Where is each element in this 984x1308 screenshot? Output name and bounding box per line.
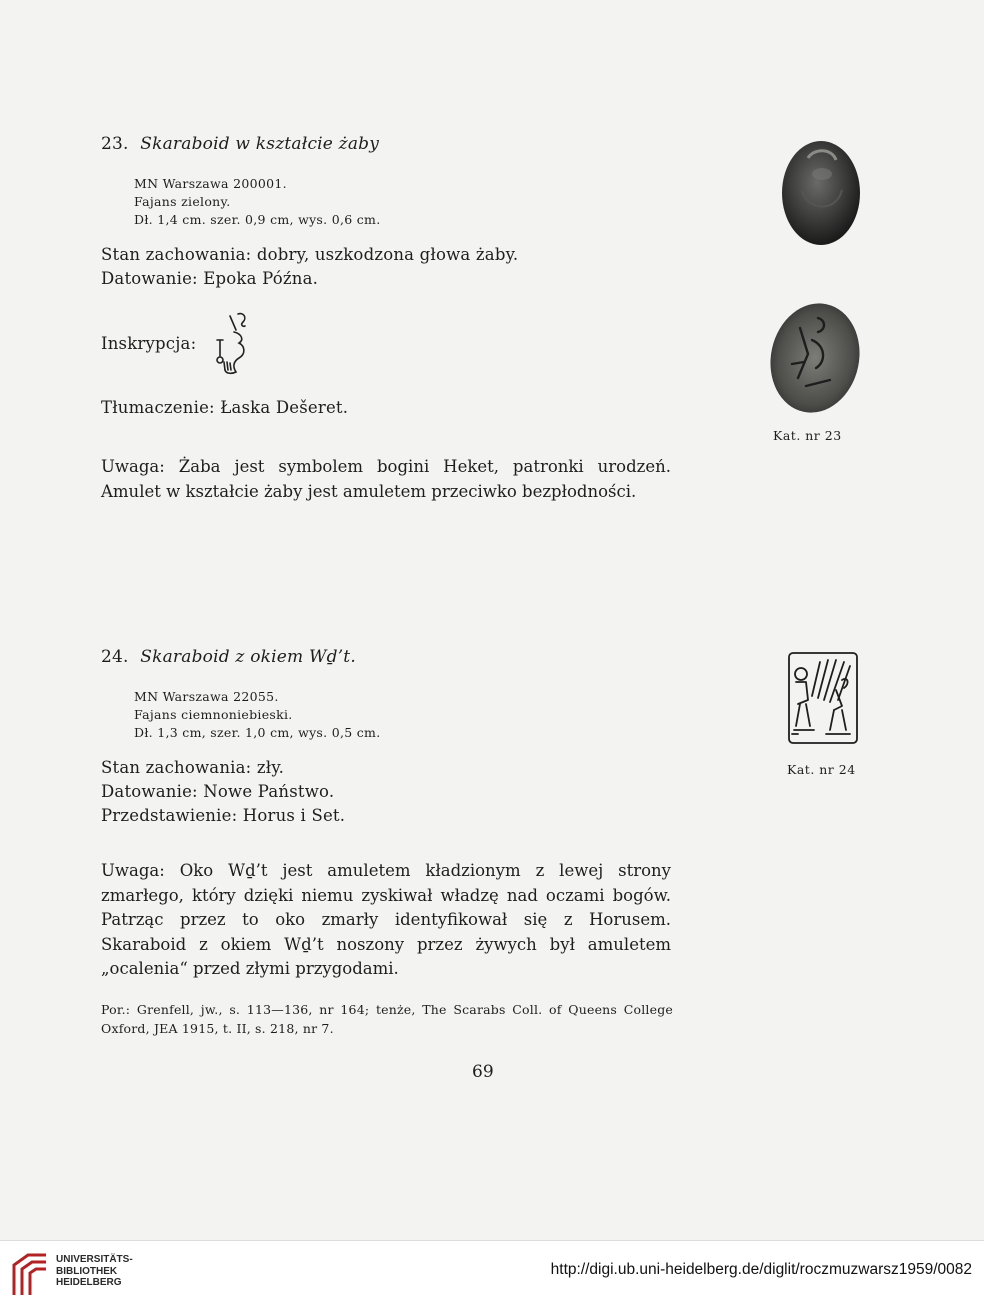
- entry-24-note: Uwaga: Oko Wḏ’t jest amuletem kładzionym z lewej strony zmarłego, który dzięki niemu zyskiwał władzę nad oczami bogów. Patrząc przez to oko zmarły identyfikował się z Horusem. Skaraboid z okiem Wḏ’t noszony przez żywych był amuletem „ocalenia“ przed złymi przygodami.: [101, 861, 671, 978]
- entry-23-dimensions: Dł. 1,4 cm. szer. 0,9 cm, wys. 0,6 cm.: [134, 212, 381, 227]
- entry-24-details: [101, 756, 345, 828]
- entry-23-dating: Datowanie: Epoka Późna.: [101, 269, 319, 288]
- entry-23-meta: [134, 175, 380, 229]
- entry-23-note: Uwaga: Żaba jest symbolem bogini Heket, patronki urodzeń. Amulet w kształcie żaby jest amuletem przeciwko bezpłodności.: [101, 457, 671, 501]
- entry-23-inscription-label: Inskrypcja:: [101, 334, 197, 353]
- entry-24-depiction: Przedstawienie: Horus i Set.: [101, 806, 346, 825]
- entry-24-dimensions: Dł. 1,3 cm, szer. 1,0 cm, wys. 0,5 cm.: [134, 725, 381, 740]
- entry-24-inventory: MN Warszawa 22055.: [134, 689, 279, 704]
- frog-scaraboid-top-photo: [776, 130, 866, 250]
- entry-23-material: Fajans zielony.: [134, 194, 231, 209]
- photo-caption-23: Kat. nr 23: [773, 428, 842, 443]
- horus-set-drawing: [786, 650, 860, 746]
- entry-24-condition: Stan zachowania: zły.: [101, 758, 285, 777]
- entry-23-inventory: MN Warszawa 200001.: [134, 176, 287, 191]
- entry-23-number: 23.: [101, 134, 129, 154]
- source-url-link[interactable]: http://digi.ub.uni-heidelberg.de/diglit/roczmuzwarsz1959/0082: [550, 1261, 972, 1278]
- entry-24-meta: [134, 688, 380, 742]
- entry-23-title: Skaraboid w kształcie żaby: [140, 134, 380, 154]
- entry-24-heading: [101, 647, 356, 667]
- library-logo-text: [56, 1254, 133, 1289]
- entry-23-heading: [101, 134, 379, 154]
- logo-line-2: BIBLIOTHEK: [56, 1265, 118, 1277]
- logo-line-1: UNIVERSITÄTS-: [56, 1254, 133, 1265]
- entry-23-translation: Tłumaczenie: Łaska Dešeret.: [101, 398, 349, 417]
- entry-24-number: 24.: [101, 647, 129, 667]
- entry-24-dating: Datowanie: Nowe Państwo.: [101, 782, 335, 801]
- entry-24-title: Skaraboid z okiem Wḏ’t.: [140, 647, 356, 667]
- entry-23-details: [101, 243, 518, 291]
- frog-scaraboid-base-photo: [760, 296, 870, 416]
- entry-24-material: Fajans ciemnoniebieski.: [134, 707, 293, 722]
- entry-24-reference: Por.: Grenfell, jw., s. 113—136, nr 164; tenże, The Scarabs Coll. of Queens College Oxford, JEA 1915, t. II, s. 218, nr 7.: [101, 1002, 673, 1036]
- page-number: 69: [472, 1062, 494, 1082]
- logo-line-3: HEIDELBERG: [56, 1277, 122, 1288]
- photo-caption-24: Kat. nr 24: [787, 762, 856, 777]
- library-logo-icon: [10, 1251, 50, 1297]
- entry-23-condition: Stan zachowania: dobry, uszkodzona głowa żaby.: [101, 245, 519, 264]
- hieroglyph-inscription: [212, 310, 256, 382]
